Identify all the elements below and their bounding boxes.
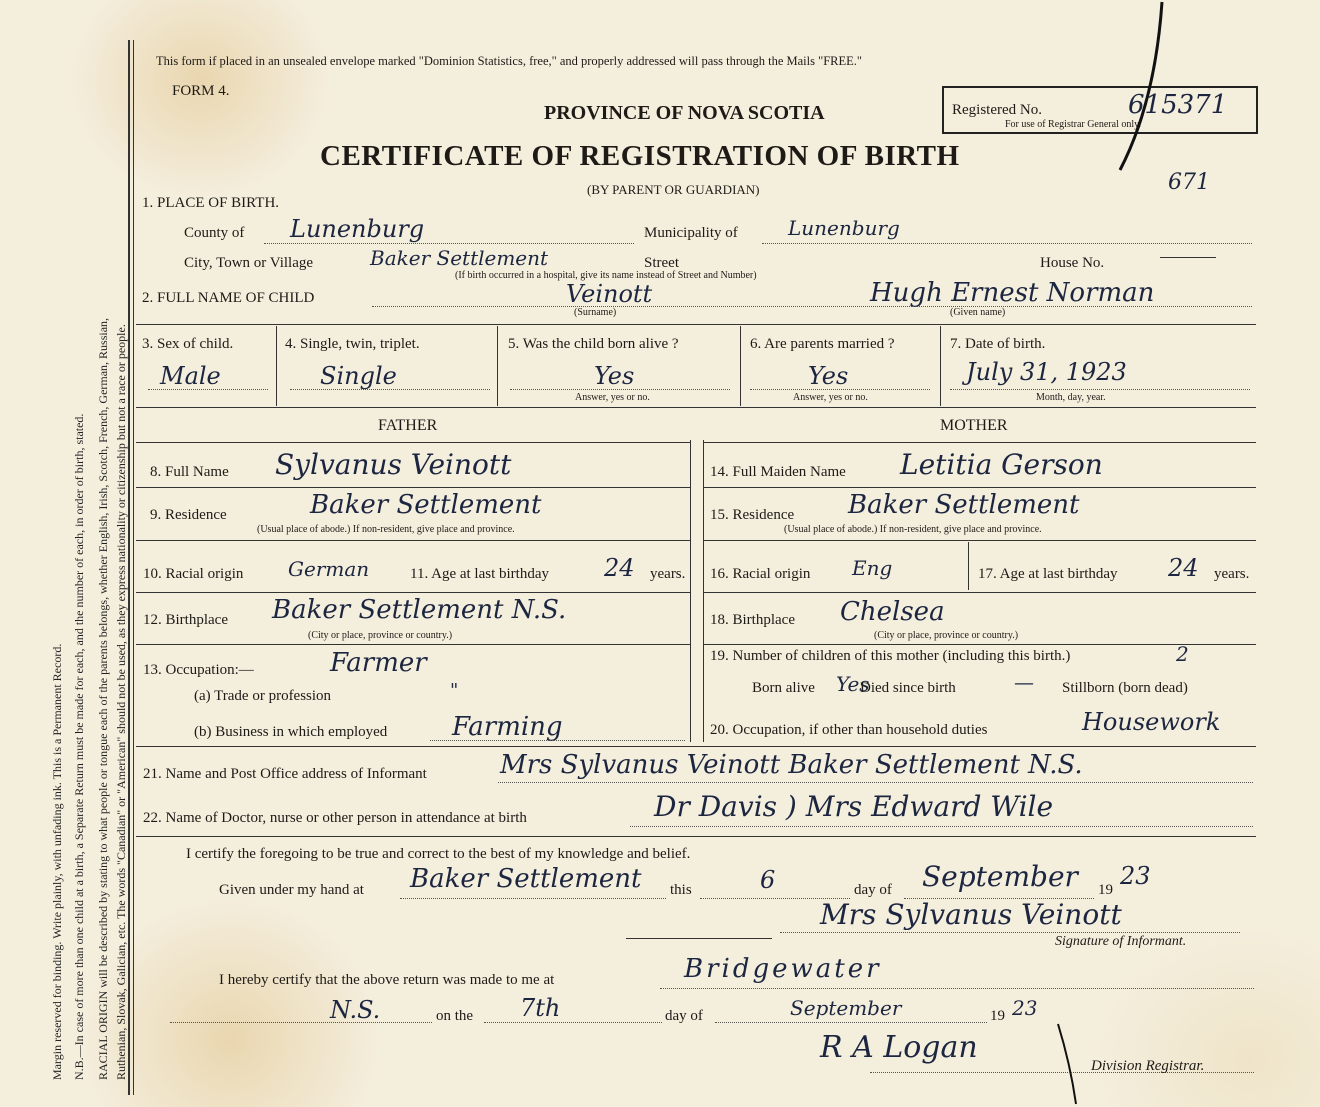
dob-value: July 31, 1923	[966, 358, 1127, 386]
father-race-label: 10. Racial origin	[143, 566, 244, 582]
registrar-year-prefix: 19	[990, 1008, 1005, 1024]
born-alive-count-label: Born alive	[752, 680, 815, 696]
registrar-year: 23	[1012, 996, 1038, 1020]
racial-note-2: Ruthenian, Slovak, Galician, etc. The words "Canadian" or "American" should not be used, as they express nationality or citizenship but not a race or people.	[114, 324, 128, 1080]
rule-certify-top	[136, 836, 1256, 837]
mother-race-value: Eng	[852, 556, 893, 580]
house-number-dash	[1160, 257, 1216, 258]
mother-heading: MOTHER	[940, 417, 1008, 434]
mother-occupation-value: Housework	[1082, 708, 1221, 736]
business-value: Farming	[452, 712, 563, 742]
given-name-caption: (Given name)	[950, 307, 1006, 318]
rule-f1	[136, 487, 690, 488]
mother-birthplace-label: 18. Birthplace	[710, 612, 795, 628]
informant-line	[498, 782, 1253, 783]
stillborn-label: Stillborn (born dead)	[1062, 680, 1188, 696]
mother-race-label: 16. Racial origin	[710, 566, 811, 582]
municipality-line	[762, 243, 1252, 244]
mother-residence-label: 15. Residence	[710, 507, 795, 523]
signature-caption: Signature of Informant.	[1055, 934, 1187, 949]
registrar-day-line	[484, 1022, 662, 1023]
born-alive-label: 5. Was the child born alive ?	[508, 336, 679, 352]
mail-notice: This form if placed in an unsealed envelope marked "Dominion Statistics, free," and properly addressed will pass through the Mails "FREE."	[156, 54, 863, 68]
business-line	[430, 740, 685, 741]
mother-age-value: 24	[1168, 554, 1199, 582]
registrar-use-note: For use of Registrar General only.	[1005, 119, 1141, 130]
this-label: this	[670, 882, 692, 898]
rule-v4	[940, 326, 941, 406]
signature-left-rule	[626, 938, 772, 939]
married-label: 6. Are parents married ?	[750, 336, 895, 352]
registrar-province-line	[170, 1022, 432, 1023]
child-name-label: 2. FULL NAME OF CHILD	[142, 290, 315, 306]
father-age-label: 11. Age at last birthday	[410, 566, 549, 582]
margin-note: Margin reserved for binding. Write plainly, with unfading ink. This is a Permanent Record.	[50, 643, 64, 1080]
rule-mother-top	[703, 442, 1256, 443]
business-label: (b) Business in which employed	[194, 724, 388, 740]
certify-day: 6	[760, 866, 776, 894]
dob-caption: Month, day, year.	[1036, 392, 1106, 403]
registrar-place-line	[660, 988, 1254, 989]
mother-name-value: Letitia Gerson	[900, 448, 1103, 481]
row3-line-1	[148, 389, 268, 390]
rule-row3-top	[136, 324, 1256, 325]
rule-parent-divider-right	[703, 440, 704, 742]
surname-caption: (Surname)	[574, 307, 617, 318]
informant-signature: Mrs Sylvanus Veinott	[820, 898, 1122, 931]
father-age-years: years.	[650, 566, 686, 582]
rule-m1	[703, 487, 1256, 488]
father-name-value: Sylvanus Veinott	[275, 448, 512, 481]
rule-m4	[703, 644, 1256, 645]
child-given-name: Hugh Ernest Norman	[870, 278, 1155, 308]
form-number: FORM 4.	[172, 83, 230, 99]
hospital-note: (If birth occurred in a hospital, give its name instead of Street and Number)	[455, 270, 757, 281]
father-race-value: German	[288, 557, 370, 581]
informant-label: 21. Name and Post Office address of Informant	[143, 766, 427, 782]
mother-name-label: 14. Full Maiden Name	[710, 464, 846, 480]
county-value: Lunenburg	[290, 215, 425, 243]
rule-m3	[703, 592, 1256, 593]
died-label: Died since birth	[860, 680, 956, 696]
rule-parent-divider-left	[690, 440, 691, 742]
row3-line-3	[510, 389, 730, 390]
city-label: City, Town or Village	[184, 255, 314, 271]
row3-line-5	[950, 389, 1250, 390]
certify-year-prefix: 19	[1098, 882, 1113, 898]
county-line	[264, 243, 634, 244]
child-name-line	[372, 306, 1252, 307]
street-label: Street	[644, 255, 679, 271]
signature-line	[780, 932, 1240, 933]
father-age-value: 24	[604, 554, 635, 582]
province-heading: PROVINCE OF NOVA SCOTIA	[544, 102, 825, 124]
certify-day-of: day of	[854, 882, 892, 898]
trade-label: (a) Trade or profession	[194, 688, 332, 704]
born-alive-value: Yes	[594, 362, 635, 390]
house-number-label: House No.	[1040, 255, 1105, 271]
rule-v2	[497, 326, 498, 406]
dob-label: 7. Date of birth.	[950, 336, 1046, 352]
plurality-label: 4. Single, twin, triplet.	[285, 336, 420, 352]
certificate-title: CERTIFICATE OF REGISTRATION OF BIRTH	[320, 140, 960, 172]
sex-value: Male	[160, 362, 221, 390]
children-label: 19. Number of children of this mother (including this birth.)	[710, 648, 1071, 664]
born-alive-caption: Answer, yes or no.	[575, 392, 650, 403]
given-label: Given under my hand at	[219, 882, 364, 898]
mother-residence-caption: (Usual place of abode.) If non-resident, give place and province.	[784, 524, 1042, 535]
registrar-month: September	[790, 996, 902, 1020]
rule-parents-bottom	[136, 746, 1256, 747]
informant-value: Mrs Sylvanus Veinott Baker Settlement N.S.	[500, 750, 1083, 780]
rule-m-age-divider	[968, 542, 969, 590]
child-surname: Veinott	[566, 280, 653, 308]
mother-birthplace-value: Chelsea	[840, 597, 945, 627]
nb-note: N.B.—In case of more than one child at a birth, a Separate Return must be made for each, and the number of each, in order of birth, stated.	[72, 413, 86, 1080]
margin-rule	[128, 40, 130, 1095]
registrar-text: I hereby certify that the above return was made to me at	[219, 972, 555, 988]
mother-age-label: 17. Age at last birthday	[978, 566, 1118, 582]
mother-age-years: years.	[1214, 566, 1250, 582]
registrar-month-line	[715, 1022, 987, 1023]
father-residence-value: Baker Settlement	[310, 490, 542, 520]
margin-rule-2	[133, 40, 134, 1095]
father-birthplace-label: 12. Birthplace	[143, 612, 228, 628]
place-heading: 1. PLACE OF BIRTH.	[142, 195, 280, 211]
married-value: Yes	[808, 362, 849, 390]
trade-value: "	[450, 680, 459, 701]
rule-v3	[740, 326, 741, 406]
given-place-line	[400, 898, 666, 899]
father-birthplace-caption: (City or place, province or country.)	[308, 630, 453, 641]
sex-label: 3. Sex of child.	[142, 336, 234, 352]
plurality-value: Single	[320, 362, 397, 390]
father-heading: FATHER	[378, 417, 438, 434]
registrar-day-of: day of	[665, 1008, 703, 1024]
municipality-value: Lunenburg	[788, 216, 900, 240]
married-caption: Answer, yes or no.	[793, 392, 868, 403]
row3-line-2	[290, 389, 490, 390]
doctor-line	[630, 826, 1253, 827]
registrar-on-the: on the	[436, 1008, 474, 1024]
registered-label: Registered No.	[952, 102, 1042, 118]
rule-f2	[136, 540, 690, 541]
doctor-label: 22. Name of Doctor, nurse or other person in attendance at birth	[143, 810, 527, 826]
rule-v1	[276, 326, 277, 406]
certify-month: September	[922, 860, 1078, 893]
corner-number: 671	[1168, 170, 1210, 195]
city-value: Baker Settlement	[370, 246, 549, 270]
mother-occupation-label: 20. Occupation, if other than household duties	[710, 722, 988, 738]
father-occupation-label: 13. Occupation:—	[143, 662, 254, 678]
registrar-signature-stroke	[1050, 1020, 1090, 1106]
registrar-day: 7th	[520, 994, 561, 1022]
rule-f4	[136, 644, 690, 645]
children-value: 2	[1176, 642, 1189, 666]
rule-father-top	[136, 442, 690, 443]
doctor-value: Dr Davis ) Mrs Edward Wile	[654, 790, 1054, 823]
registered-number: 615371	[1128, 90, 1228, 120]
municipality-label: Municipality of	[644, 225, 738, 241]
registrar-signature: R A Logan	[820, 1030, 978, 1065]
father-residence-label: 9. Residence	[150, 507, 227, 523]
rule-row3-bottom	[136, 407, 1256, 408]
certify-year: 23	[1120, 862, 1151, 890]
county-label: County of	[184, 225, 245, 241]
given-place: Baker Settlement	[410, 864, 642, 894]
died-value: —	[1014, 670, 1034, 694]
certify-text: I certify the foregoing to be true and correct to the best of my knowledge and belief.	[186, 846, 691, 862]
born-alive-count-value: Yes	[836, 672, 870, 696]
racial-note-1: RACIAL ORIGIN will be described by stating to what people or tongue each of the parents belongs, whether English, Irish, Scotch, French, German, Russian,	[96, 317, 110, 1080]
registrar-province: N.S.	[330, 996, 381, 1024]
rule-m2	[703, 540, 1256, 541]
father-occupation-value: Farmer	[330, 648, 427, 678]
division-registrar-caption: Division Registrar.	[1091, 1058, 1205, 1074]
registrar-pen-stroke	[1100, 0, 1180, 200]
father-residence-caption: (Usual place of abode.) If non-resident, give place and province.	[257, 524, 515, 535]
father-birthplace-value: Baker Settlement N.S.	[272, 595, 567, 625]
mother-birthplace-caption: (City or place, province or country.)	[874, 630, 1019, 641]
rule-f3	[136, 592, 690, 593]
registrar-place: Bridgewater	[684, 954, 882, 984]
row3-line-4	[750, 389, 930, 390]
certificate-subtitle: (BY PARENT OR GUARDIAN)	[587, 182, 760, 197]
mother-residence-value: Baker Settlement	[848, 490, 1080, 520]
father-name-label: 8. Full Name	[150, 464, 229, 480]
